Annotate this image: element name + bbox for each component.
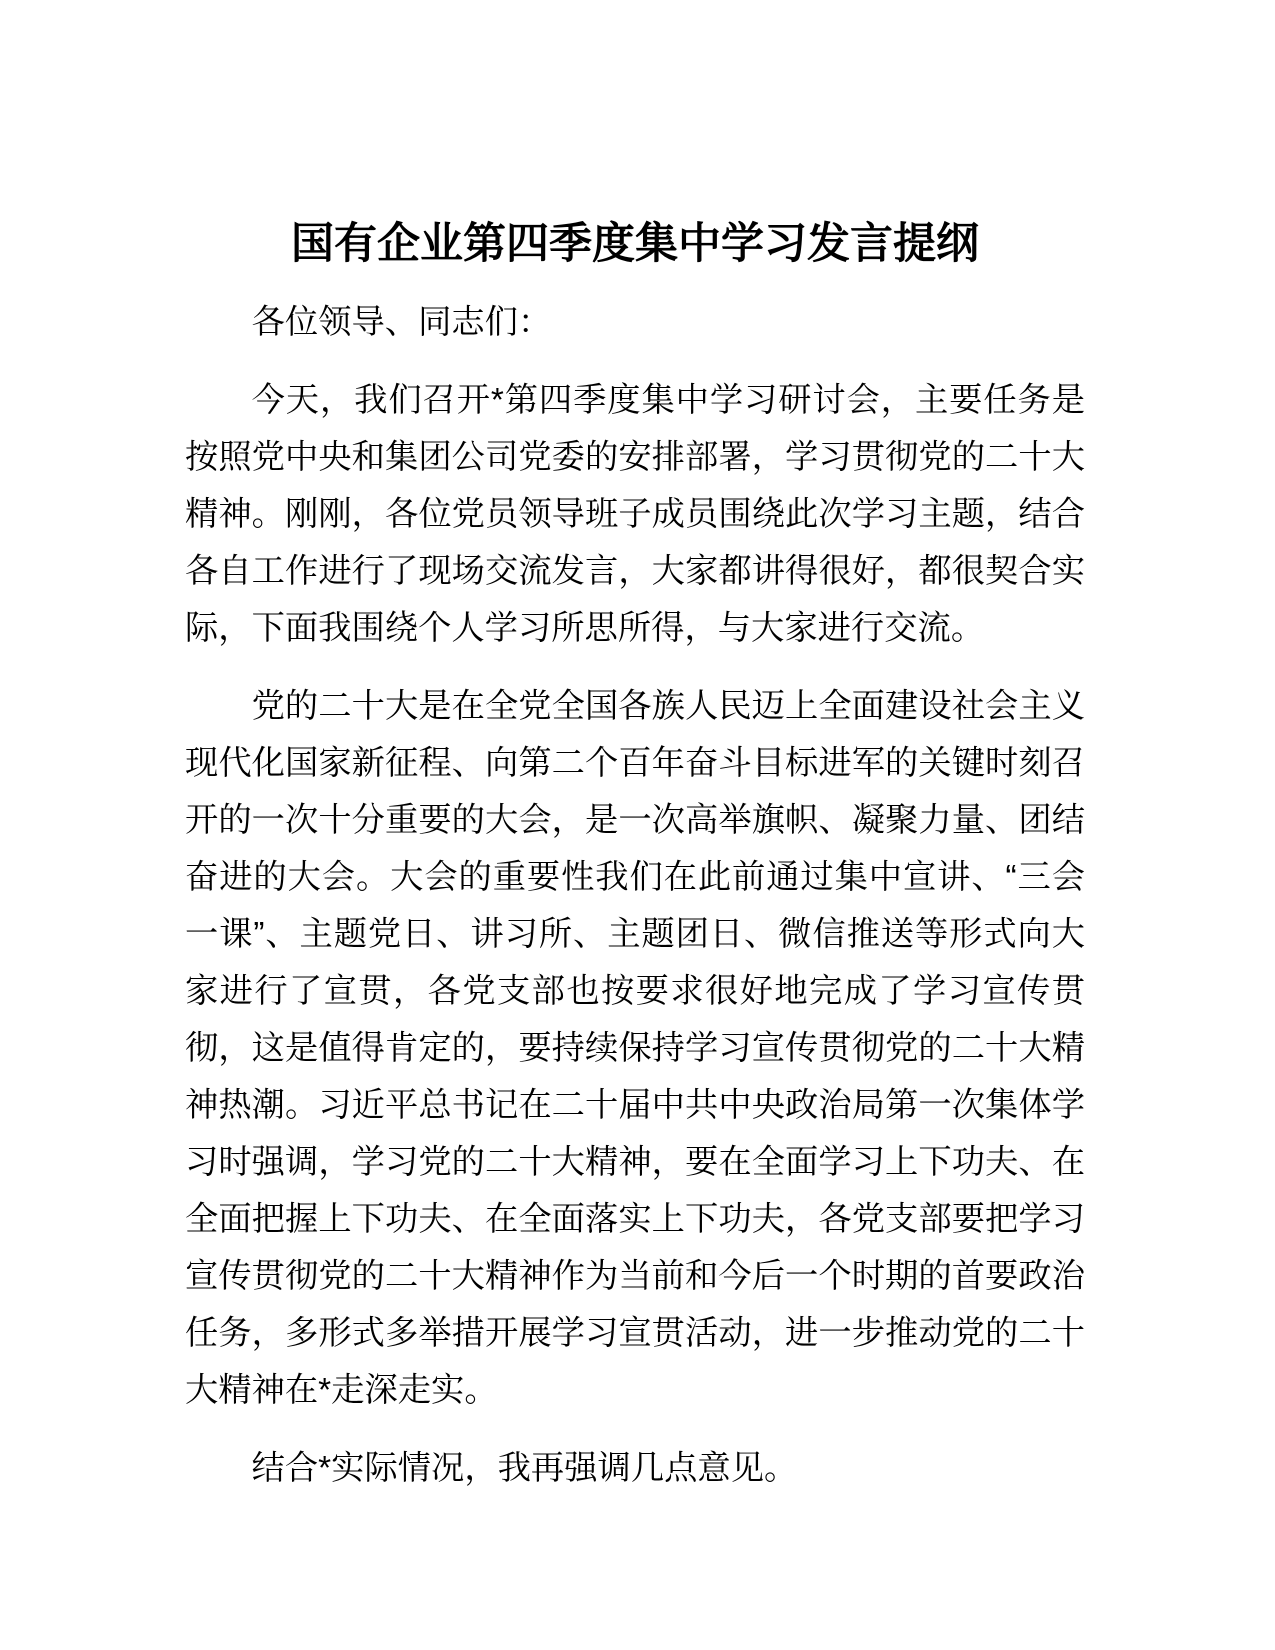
paragraph-body: 党的二十大是在全党全国各族人民迈上全面建设社会主义现代化国家新征程、向第二个百年奋斗目标进军的关键时刻召开的一次十分重要的大会，是一次高举旗帜、凝聚力量、团结奋进的大会。大会的重要性我们在此前通过集中宣讲、“三会一课”、主题党日、讲习所、主题团日、微信推送等形式向大家进行了宣贯，各党支部也按要求很好地完成了学习宣传贯彻，这是值得肯定的，要持续保持学习宣传贯彻党的二十大精神热潮。习近平总书记在二十届中共中央政治局第一次集体学习时强调，学习党的二十大精神，要在全面学习上下功夫、在全面把握上下功夫、在全面落实上下功夫，各党支部要把学习宣传贯彻党的二十大精神作为当前和今后一个时期的首要政治任务，多形式多举措开展学习宣贯活动，进一步推动党的二十大精神在*走深走实。 xyxy=(185,688,1085,1409)
paragraph-intro: 今天，我们召开*第四季度集中学习研讨会，主要任务是按照党中央和集团公司党委的安排部署，学习贯彻党的二十大精神。刚刚，各位党员领导班子成员围绕此次学习主题，结合各自工作进行了现场交流发言，大家都讲得很好，都很契合实际，下面我围绕个人学习所思所得，与大家进行交流。 xyxy=(185,382,1085,647)
paragraph-closing: 结合*实际情况，我再强调几点意见。 xyxy=(251,1450,798,1487)
document-title: 国有企业第四季度集中学习发言提纲 xyxy=(291,220,979,268)
paragraph-salutation: 各位领导、同志们： xyxy=(251,304,552,341)
